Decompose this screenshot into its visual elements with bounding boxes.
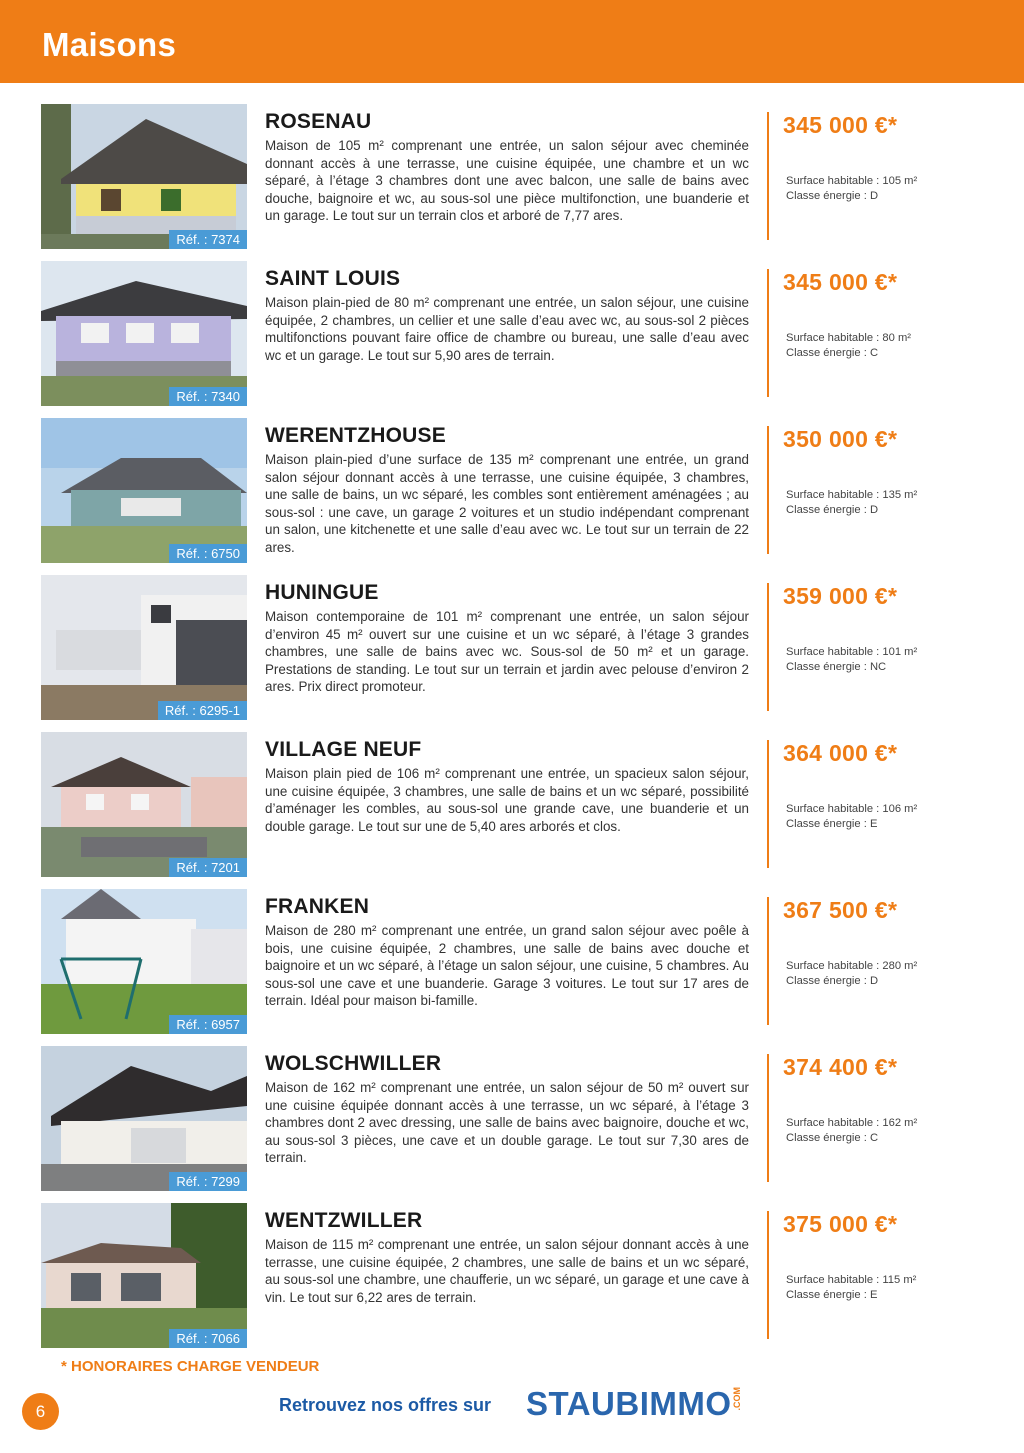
listing-surface: Surface habitable : 106 m² [786,803,918,815]
listing-energy-class: Classe énergie : D [786,190,879,202]
reference-badge: Réf. : 7299 [169,1172,247,1191]
divider [767,426,769,554]
listing-price: 364 000 €* [783,740,898,766]
reference-badge: Réf. : 7340 [169,387,247,406]
house-photo [41,732,247,877]
divider [767,1211,769,1339]
listing-energy-class: Classe énergie : NC [786,661,887,673]
house-photo [41,261,247,406]
listing-description: Maison plain-pied de 80 m² comprenant une entrée, un salon séjour, une cuisine équipée, 2 chambres, un cellier et une salle d’eau avec wc, au sous-sol 2 pièces multifonctions pouvant faire office de chambre ou bureau, une salle d’eau avec wc et un garage. Le tout sur 5,90 ares de terrain. [265,295,749,363]
divider [767,897,769,1025]
reference-badge: Réf. : 7066 [169,1329,247,1348]
listing-price: 375 000 €* [783,1211,898,1237]
listing-surface: Surface habitable : 80 m² [786,332,911,344]
page-title: Maisons [42,26,177,63]
listing-item [0,732,1024,882]
footer-text: Retrouvez nos offres sur [279,1395,492,1415]
listing-price: 359 000 €* [783,583,898,609]
listing-surface: Surface habitable : 280 m² [786,960,918,972]
divider [767,112,769,240]
reference-badge: Réf. : 7201 [169,858,247,877]
reference-badge: Réf. : 7374 [169,230,247,249]
house-photo [41,889,247,1034]
listing-description: Maison plain pied de 106 m² comprenant une entrée, un spacieux salon séjour, une cuisine équipée, 3 chambres, une salle de bains et un wc séparé, possibilité d’aménager les combles, au sous-sol une grande cave, une buanderie et un double garage. Le tout sur une de 5,40 ares arborés et clos. [265,766,749,834]
listing-description: Maison de 280 m² comprenant une entrée, un grand salon séjour avec poêle à bois, une cuisine équipée, 2 chambres, une salle de bains avec douche et baignoire et un wc séparé, à l’étage un salon séjour, une cuisine, 5 chambres. Au sous-sol une cave et une buanderie. Garage 3 voitures. Le tout sur 17 ares de terrain. Idéal pour maison bi-famille. [265,923,749,1009]
listing-item [0,575,1024,725]
listing-surface: Surface habitable : 105 m² [786,175,918,187]
listing-energy-class: Classe énergie : C [786,1132,879,1144]
page-header [0,0,1024,83]
listing-price: 345 000 €* [783,112,898,138]
listing-item [0,104,1024,254]
divider [767,583,769,711]
listing-town: VILLAGE NEUF [265,738,422,761]
listing-town: WOLSCHWILLER [265,1052,442,1075]
listing-town: WERENTZHOUSE [265,424,446,447]
reference-badge: Réf. : 6750 [169,544,247,563]
listing-surface: Surface habitable : 135 m² [786,489,918,501]
house-photo [41,1203,247,1348]
listing-price: 367 500 €* [783,897,898,923]
listing-price: 345 000 €* [783,269,898,295]
listing-town: HUNINGUE [265,581,379,604]
listing-town: SAINT LOUIS [265,267,401,290]
divider [767,269,769,397]
listing-item [0,1046,1024,1196]
fees-footnote: * HONORAIRES CHARGE VENDEUR [61,1358,320,1375]
listing-surface: Surface habitable : 115 m² [786,1274,917,1286]
house-photo [41,575,247,720]
brand-name: STAUBIMMO [526,1385,732,1422]
listing-energy-class: Classe énergie : C [786,347,879,359]
listing-item [0,1203,1024,1353]
listing-description: Maison de 115 m² comprenant une entrée, un salon séjour donnant accès à une terrasse, une cuisine équipée, 2 chambres, une salle de bains et un wc séparé, au sous-sol une chambre, une chaufferie, un wc séparé, un garage et une cave à vin. Le tout sur 6,22 ares de terrain. [265,1237,749,1305]
divider [767,1054,769,1182]
listing-price: 374 400 €* [783,1054,898,1080]
listing-energy-class: Classe énergie : E [786,818,878,830]
listing-town: ROSENAU [265,110,372,133]
listing-item [0,889,1024,1039]
brand-tld: .COM [732,1387,742,1411]
listing-energy-class: Classe énergie : D [786,504,879,516]
listing-item [0,418,1024,568]
brand-logo[interactable] [526,1385,742,1425]
listing-item [0,261,1024,411]
listing-description: Maison plain-pied d’une surface de 135 m² comprenant une entrée, un grand salon séjour donnant accès à une terrasse, une cuisine équipée, 3 chambres, une salle de bains, un wc séparé, les combles sont entièrement aménagées ; au sous-sol : une cave, un garage 2 voitures et un studio indépendant comprenant un salon, une kitchenette et une salle d’eau avec wc. Le tout sur un terrain de 22 ares. [265,452,749,555]
listing-town: WENTZWILLER [265,1209,423,1232]
house-photo [41,1046,247,1191]
listing-surface: Surface habitable : 101 m² [786,646,918,658]
reference-badge: Réf. : 6957 [169,1015,247,1034]
reference-badge: Réf. : 6295-1 [158,701,247,720]
listing-description: Maison de 162 m² comprenant une entrée, un salon séjour de 50 m² ouvert sur une cuisine équipée donnant accès à une terrasse, un wc séparé, à l’étage 3 chambres dont 2 avec dressing, une salle de bains avec baignoire, douche et wc, au sous-sol 3 pièces, une cave et un double garage. Le tout sur 7,30 ares de terrain. [265,1080,749,1166]
house-photo [41,104,247,249]
divider [767,740,769,868]
listing-energy-class: Classe énergie : D [786,975,879,987]
listing-description: Maison contemporaine de 101 m² comprenant une entrée, un salon séjour d’environ 45 m² ouvert sur une cuisine et un wc séparé, à l’étage 3 grandes chambres, une salle de bains avec wc. Sous-sol de 50 m² et un garage. Prestations de standing. Le tout sur un terrain et jardin avec pelouse d’environ 2 ares. Prix direct promoteur. [265,609,749,695]
listing-town: FRANKEN [265,895,370,918]
house-photo [41,418,247,563]
listing-surface: Surface habitable : 162 m² [786,1117,918,1129]
listing-price: 350 000 €* [783,426,898,452]
page-number: 6 [22,1393,59,1430]
listing-description: Maison de 105 m² comprenant une entrée, un salon séjour avec cheminée donnant accès à une terrasse, une cuisine équipée, une chambre et un wc séparé, à l’étage 3 chambres dont une avec balcon, une salle de bains avec douche, baignoire et wc, au sous-sol une pièce multifonction, une buanderie et un garage. Le tout sur un terrain clos et arboré de 7,77 ares. [265,138,749,224]
listing-energy-class: Classe énergie : E [786,1289,878,1301]
